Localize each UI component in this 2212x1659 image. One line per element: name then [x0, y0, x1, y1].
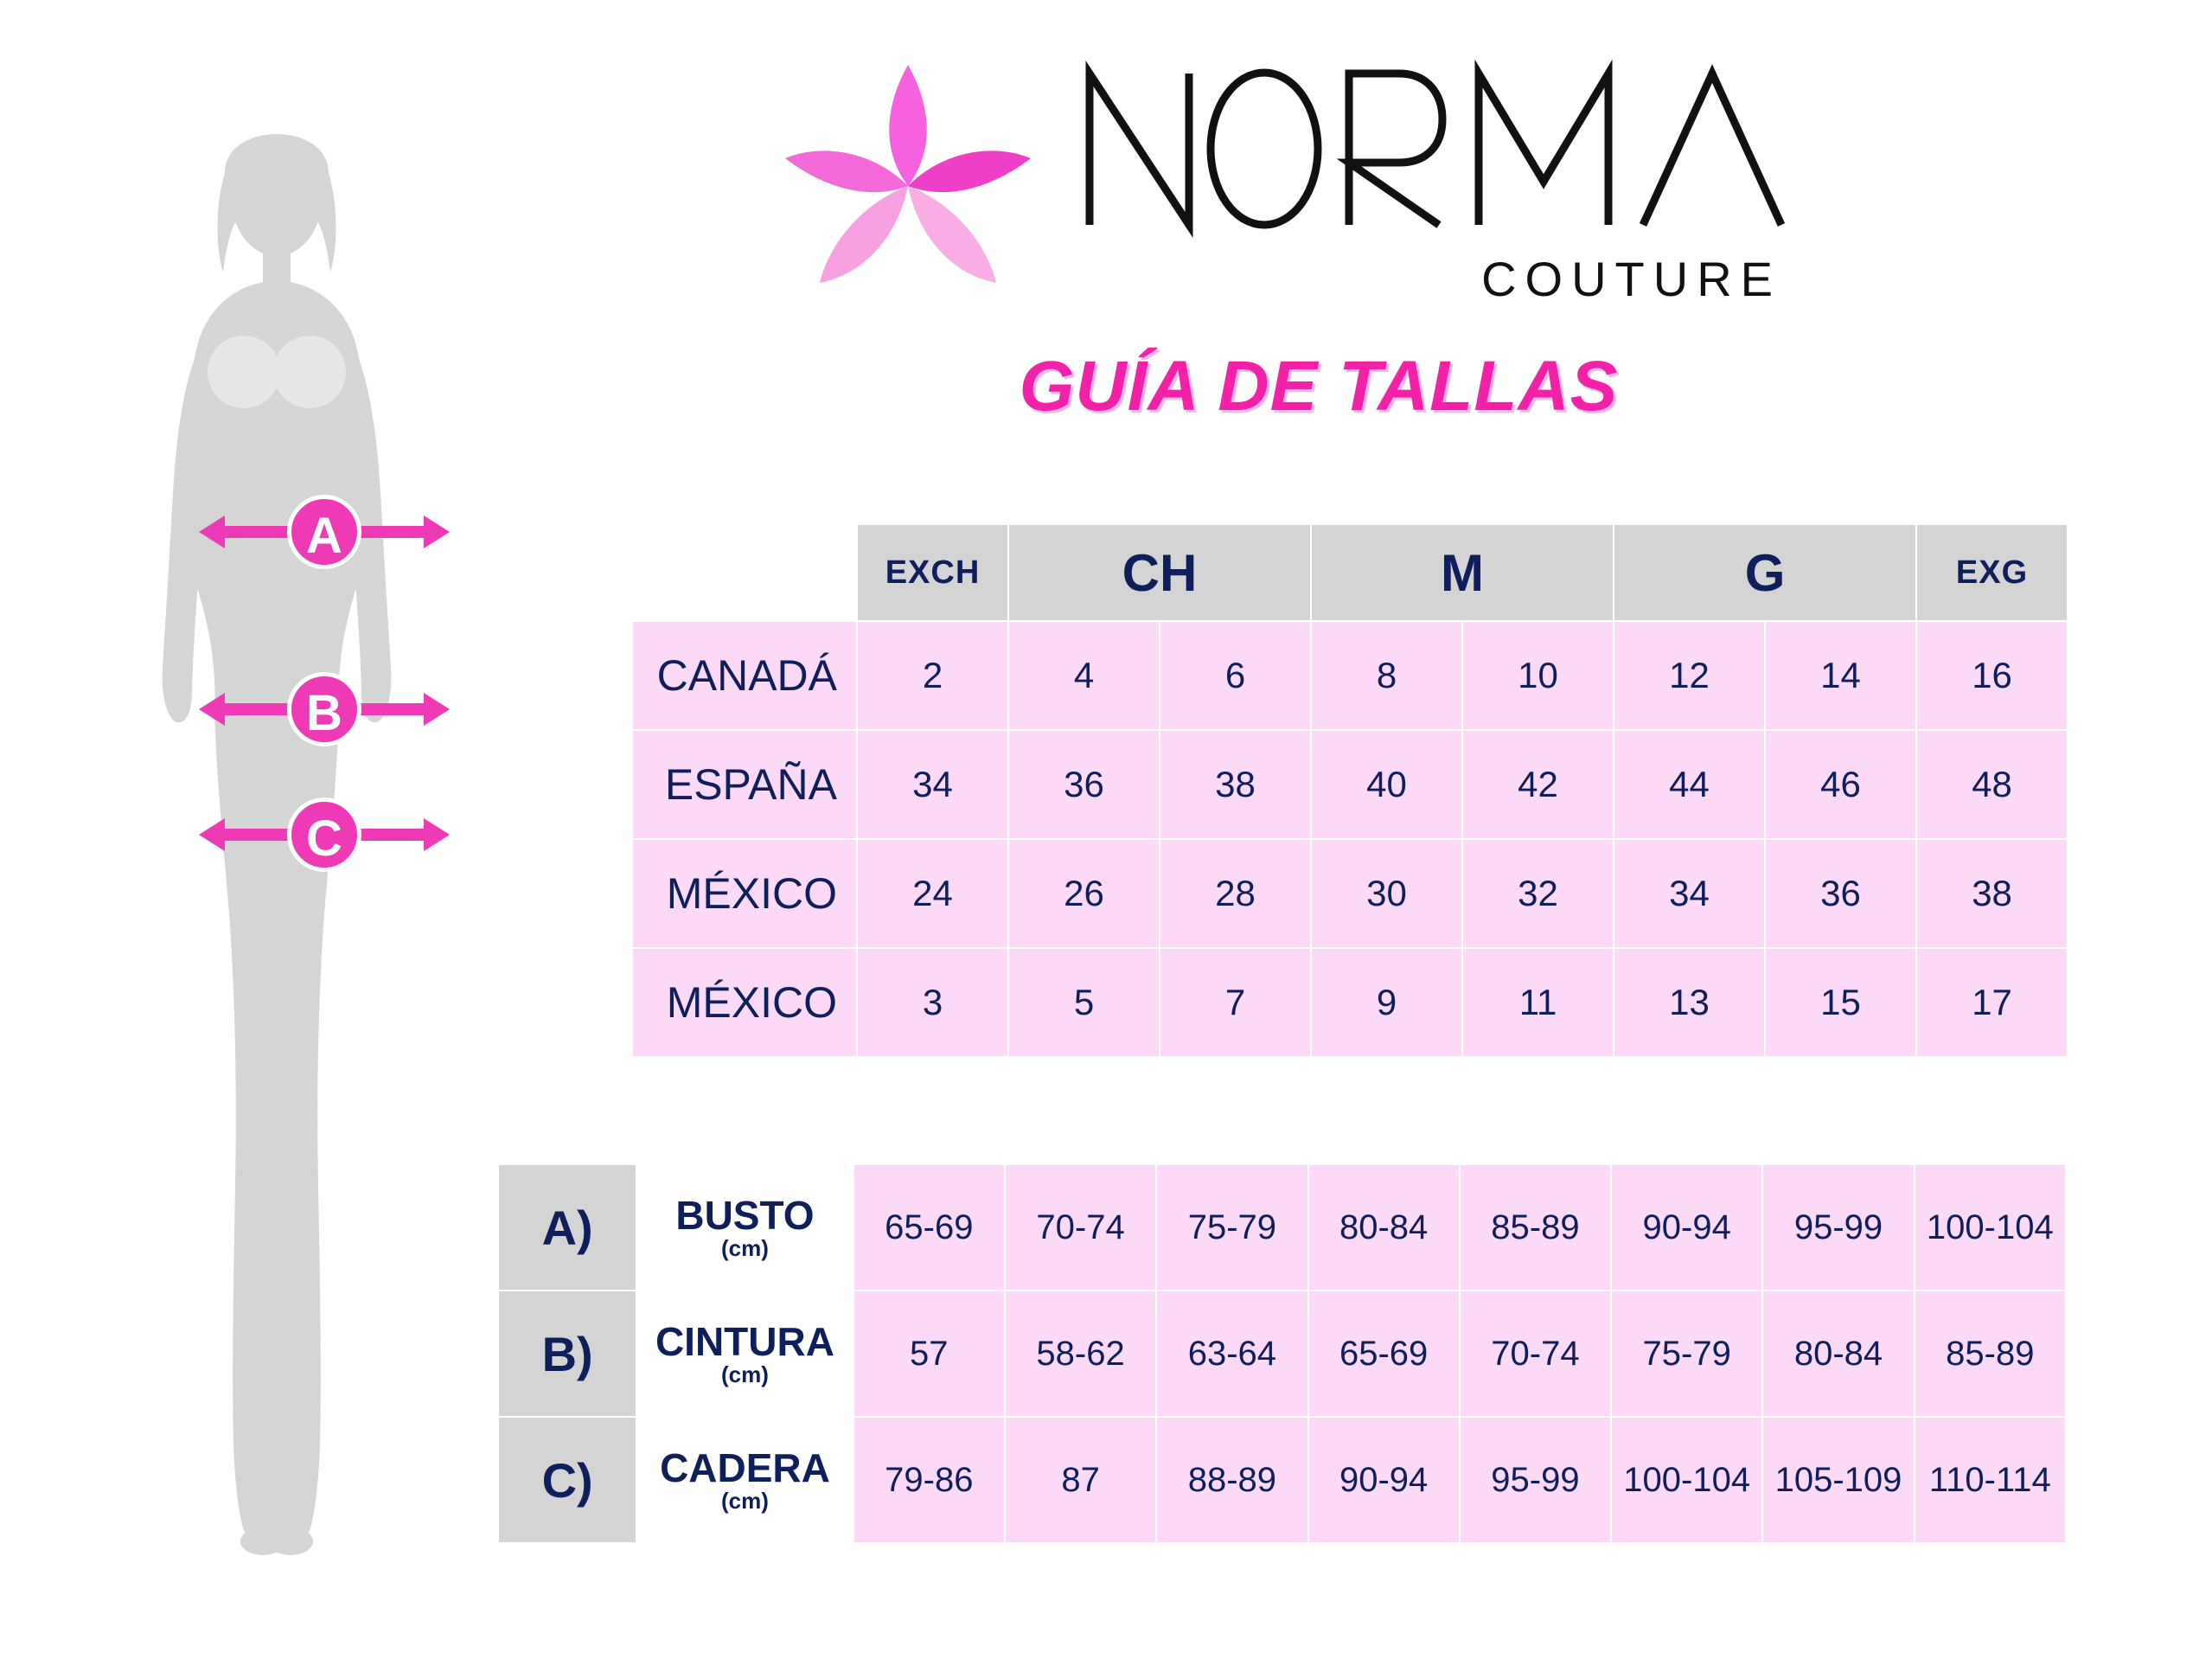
flower-icon	[778, 56, 1038, 316]
header-g: G	[1614, 524, 1916, 621]
table-row	[632, 730, 2068, 839]
cell: 2	[857, 621, 1008, 730]
measure-badge-c: C	[287, 797, 361, 872]
measure-letter-c: C)	[498, 1417, 636, 1543]
cell: 7	[1160, 948, 1311, 1057]
table-row	[498, 1417, 2066, 1543]
cell: 80-84	[1308, 1164, 1460, 1291]
cell: 6	[1160, 621, 1311, 730]
cell: 16	[1916, 621, 2068, 730]
cell: 11	[1462, 948, 1614, 1057]
cell: 26	[1008, 839, 1160, 948]
header-exch: EXCH	[857, 524, 1008, 621]
header-ch: CH	[1008, 524, 1311, 621]
cell: 40	[1311, 730, 1462, 839]
cell: 58-62	[1005, 1291, 1156, 1417]
cell: 15	[1765, 948, 1916, 1057]
cell: 100-104	[1915, 1164, 2066, 1291]
table-header-row	[632, 524, 2068, 621]
cell: 17	[1916, 948, 2068, 1057]
brand-subtitle: COUTURE	[1481, 252, 1781, 306]
measure-part-cintura	[636, 1291, 853, 1417]
brand-logo-block	[778, 35, 1859, 306]
row-country-canada: CANADÁ	[632, 621, 857, 730]
measure-unit: (cm)	[721, 1487, 769, 1514]
cell: 57	[853, 1291, 1005, 1417]
cell: 88-89	[1156, 1417, 1307, 1543]
cell: 8	[1311, 621, 1462, 730]
header-blank	[632, 524, 857, 621]
table-row	[632, 839, 2068, 948]
measure-part-label: BUSTO	[675, 1193, 815, 1239]
cell: 13	[1614, 948, 1765, 1057]
brand-wordmark	[1072, 52, 1790, 242]
cell: 85-89	[1460, 1164, 1611, 1291]
table-row	[632, 948, 2068, 1057]
table-row	[498, 1164, 2066, 1291]
cell: 75-79	[1156, 1164, 1307, 1291]
cell: 36	[1765, 839, 1916, 948]
cell: 34	[857, 730, 1008, 839]
header-exg: EXG	[1916, 524, 2068, 621]
body-measurements-table	[497, 1163, 2067, 1544]
cell: 32	[1462, 839, 1614, 948]
cell: 65-69	[1308, 1291, 1460, 1417]
cell: 4	[1008, 621, 1160, 730]
cell: 38	[1160, 730, 1311, 839]
measure-part-cadera	[636, 1417, 853, 1543]
cell: 28	[1160, 839, 1311, 948]
measure-part-label: CINTURA	[655, 1319, 834, 1365]
cell: 9	[1311, 948, 1462, 1057]
cell: 10	[1462, 621, 1614, 730]
cell: 46	[1765, 730, 1916, 839]
measure-part-busto	[636, 1164, 853, 1291]
body-figure-panel	[0, 0, 519, 1659]
cell: 75-79	[1611, 1291, 1762, 1417]
measure-badge-b: B	[287, 672, 361, 746]
measure-unit: (cm)	[721, 1234, 769, 1261]
measure-unit: (cm)	[721, 1361, 769, 1387]
header-m: M	[1311, 524, 1614, 621]
page-title: GUÍA DE TALLAS	[1019, 347, 1619, 426]
cell: 12	[1614, 621, 1765, 730]
table-row	[632, 621, 2068, 730]
cell: 30	[1311, 839, 1462, 948]
cell: 38	[1916, 839, 2068, 948]
cell: 110-114	[1915, 1417, 2066, 1543]
cell: 36	[1008, 730, 1160, 839]
size-equivalence-table	[631, 523, 2068, 1058]
cell: 85-89	[1915, 1291, 2066, 1417]
cell: 14	[1765, 621, 1916, 730]
cell: 70-74	[1005, 1164, 1156, 1291]
cell: 100-104	[1611, 1417, 1762, 1543]
cell: 63-64	[1156, 1291, 1307, 1417]
measure-part-label: CADERA	[660, 1445, 830, 1491]
row-country-mexico-1: MÉXICO	[632, 839, 857, 948]
cell: 3	[857, 948, 1008, 1057]
cell: 5	[1008, 948, 1160, 1057]
cell: 48	[1916, 730, 2068, 839]
cell: 80-84	[1762, 1291, 1914, 1417]
cell: 79-86	[853, 1417, 1005, 1543]
row-country-espana: ESPAÑA	[632, 730, 857, 839]
measure-badge-a: A	[287, 495, 361, 569]
cell: 90-94	[1308, 1417, 1460, 1543]
measure-letter-b: B)	[498, 1291, 636, 1417]
cell: 44	[1614, 730, 1765, 839]
cell: 87	[1005, 1417, 1156, 1543]
cell: 65-69	[853, 1164, 1005, 1291]
cell: 24	[857, 839, 1008, 948]
cell: 95-99	[1460, 1417, 1611, 1543]
cell: 70-74	[1460, 1291, 1611, 1417]
cell: 95-99	[1762, 1164, 1914, 1291]
cell: 42	[1462, 730, 1614, 839]
measure-letter-a: A)	[498, 1164, 636, 1291]
cell: 34	[1614, 839, 1765, 948]
cell: 105-109	[1762, 1417, 1914, 1543]
row-country-mexico-2: MÉXICO	[632, 948, 857, 1057]
table-row	[498, 1291, 2066, 1417]
cell: 90-94	[1611, 1164, 1762, 1291]
